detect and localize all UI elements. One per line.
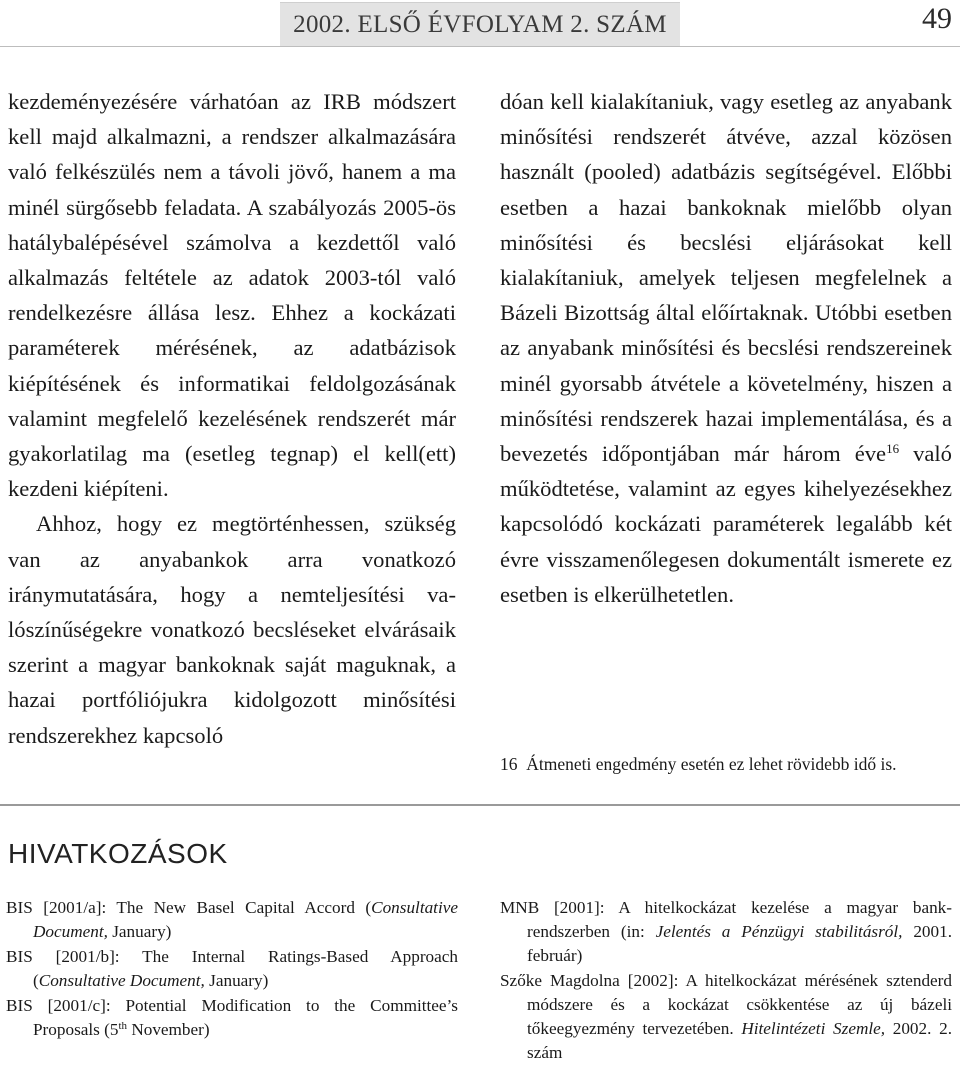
reference-text: MNB [2001]: A hitelkockázat kezelése a magyar bankrendszerben (in: — [500, 898, 952, 941]
reference-title: Consultative Document, — [38, 971, 205, 990]
section-divider — [0, 804, 960, 806]
reference-text: BIS [2001/c]: Potential Modification to the Committee’s Proposals (5 — [6, 996, 458, 1039]
reference-entry — [6, 994, 458, 1042]
footnote-text: Átmeneti engedmény esetén ez lehet rövidebb idő is. — [526, 754, 897, 774]
reference-title: Consultative Document, — [33, 898, 458, 941]
page-number: 49 — [922, 2, 952, 35]
reference-entry — [6, 896, 458, 944]
footnote-number: 16 — [500, 754, 518, 774]
reference-entry — [500, 969, 952, 1065]
running-title: 2002. ELSŐ ÉVFOLYAM 2. SZÁM — [293, 11, 667, 38]
reference-title: Jelentés a Pénzügyi stabilitásról, — [655, 922, 903, 941]
references-column-right — [500, 896, 952, 1066]
body-column-right — [500, 84, 952, 612]
reference-text: BIS [2001/b]: The Internal Ratings-Based Approach ( — [6, 947, 458, 990]
body-column-left — [8, 84, 456, 753]
references-column-left — [6, 896, 458, 1043]
references-heading: HIVATKOZÁSOK — [8, 838, 228, 869]
reference-text: November) — [127, 1020, 210, 1039]
body-paragraph: Ahhoz, hogy ez megtörténhessen, szükség van az anyabankok arra vonatkozó iránymutatására, hogy a nemteljesítési valószínűségekre vonatkozó becsléseket elvárásaik szerint a magyar bankoknak saját maguknak, a hazai portfóliójukra kidolgozott minősítési rendszerekhez kapcsoló — [8, 511, 456, 748]
header-divider — [0, 46, 960, 47]
body-text: való működtetése, valamint az egyes kihelyezésekhez kapcsolódó kockázati paraméterek legalább két évre visszamenőlegesen dokumentált ismerete ez esetben is elkerülhetetlen. — [500, 441, 952, 607]
body-text: dóan kell kialakítaniuk, vagy esetleg az anyabank minősítési rendszerét átvéve, azzal közösen használt (pooled) adatbázis segítségével. Előbbi esetben a hazai bankoknak mielőbb olyan minősítési és becslési eljárásokat kell kialakítaniuk, amelyek teljesen megfelelnek a Bázeli Bizottság által előírtaknak. Utóbbi esetben az anyabank minősítési és becslési rendszereinek minél gyorsabb átvétele a követelmény, hiszen a minősítési rendszerek hazai implementálása, és a bevezetés időpontjában már három éve — [500, 89, 952, 467]
footnote-reference: 16 — [886, 441, 900, 457]
body-paragraph: kezdeményezésére várhatóan az IRB módszert kell majd alkalmazni, a rendszer alkalmazására való felkészülés nem a távoli jövő, hanem a ma minél sürgősebb feladata. A szabályozás 2005-ös hatálybalépésével számolva a kezdettől való alkalmazás feltétele az adatok 2003-tól való rendelkezésre állása lesz. Ehhez a kockázati paraméterek mérésének, az adatbázisok kiépítésének és informatikai feldolgozásának valamint megfelelő kezelésének rendszerét már gyakorlatilag ma (esetleg tegnap) el kell(ett) kezdeni kiépíteni. — [8, 89, 456, 502]
reference-text: January) — [107, 922, 172, 941]
reference-text: 2001. február) — [527, 922, 952, 965]
reference-text: Szőke Magdolna [2002]: A hitelkockázat mérésének sztenderd módszere és a kockázat csökkentése az új bázeli tőkeegyezmény tervezetében. — [500, 971, 952, 1038]
reference-superscript: th — [118, 1020, 128, 1032]
reference-text: BIS [2001/a]: The New Basel Capital Accord ( — [6, 898, 372, 917]
reference-entry — [500, 896, 952, 968]
reference-text: 2002. 2. szám — [527, 1019, 952, 1062]
footnote — [500, 752, 955, 776]
body-paragraph — [500, 84, 952, 612]
reference-entry — [6, 945, 458, 993]
running-header — [280, 2, 680, 47]
reference-text: January) — [204, 971, 269, 990]
reference-title: Hitelintézeti Szemle, — [741, 1019, 886, 1038]
